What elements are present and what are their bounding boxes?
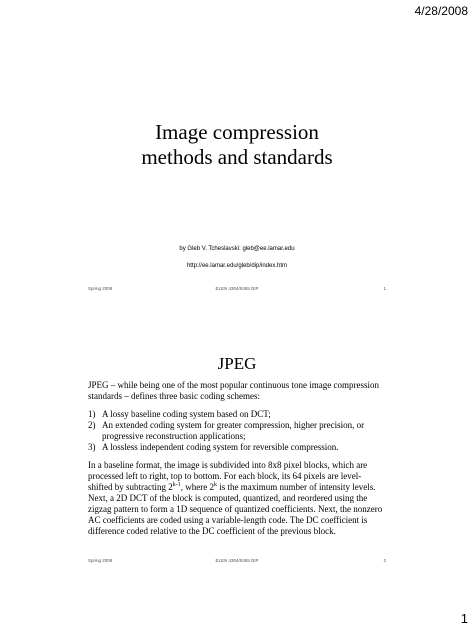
slide-1-footer (88, 286, 386, 294)
paragraph-text: , where 2 (180, 482, 214, 492)
document-date: 4/28/2008 (414, 4, 468, 18)
list-item-text: A lossy baseline coding system based on DCT; (102, 409, 271, 419)
list-item (88, 409, 384, 420)
slide-1-title (88, 120, 386, 170)
footer-course: ELEN 4304/5365 DIP (215, 286, 259, 291)
footer-semester: Spring 2008 (88, 558, 113, 563)
paragraph-text: is the maximum number of intensity levels. Next, a 2D DCT of the block is computed, quantized, and reordered using the zigzag pattern to form a 1D sequence of quantized coefficients. Next, the nonzero AC coefficients are coded using a variable-length code. The DC coefficient is difference coded relative to the DC coefficient of the previous block. (88, 482, 383, 536)
slide-2-title: JPEG (217, 354, 257, 373)
slide-1 (88, 106, 386, 294)
title-line-2: methods and standards (141, 145, 333, 169)
slide-2-body (88, 380, 384, 537)
slide-2-footer (88, 558, 386, 566)
footer-course: ELEN 4304/5365 DIP (215, 558, 259, 563)
list-item (88, 420, 384, 442)
baseline-paragraph (88, 460, 384, 537)
superscript: k (214, 482, 217, 488)
footer-semester: Spring 2008 (88, 286, 113, 291)
paragraph-text: In a baseline format, the image is subdivided into 8x8 pixel blocks, which are processed left to right, top to bottom. For each block, its 64 pixels are level-shifted by subtracting 2 (88, 460, 368, 492)
list-item (88, 442, 384, 453)
list-item-text: An extended coding system for greater compression, higher precision, or progressive reconstruction applications; (102, 420, 365, 441)
footer-slide-number: 1 (383, 286, 386, 291)
course-url: http://ee.lamar.edu/gleb/dip/index.htm (186, 263, 288, 269)
slide-2 (88, 354, 386, 566)
list-item-number: 2) (88, 420, 96, 430)
coding-schemes-list (88, 409, 384, 453)
document-page-number: 1 (460, 611, 468, 626)
intro-paragraph: JPEG – while being one of the most popular continuous tone image compression standards – defines three basic coding schemes: (88, 380, 379, 401)
author-line: by Gleb V. Tcheslavski: gleb@ee.lamar.edu (179, 246, 295, 252)
list-item-text: A lossless independent coding system for reversible compression. (102, 442, 339, 452)
title-line-1: Image compression (155, 120, 319, 144)
list-item-number: 1) (88, 409, 96, 419)
footer-slide-number: 2 (383, 558, 386, 563)
superscript: k-1 (172, 482, 181, 488)
list-item-number: 3) (88, 442, 96, 452)
